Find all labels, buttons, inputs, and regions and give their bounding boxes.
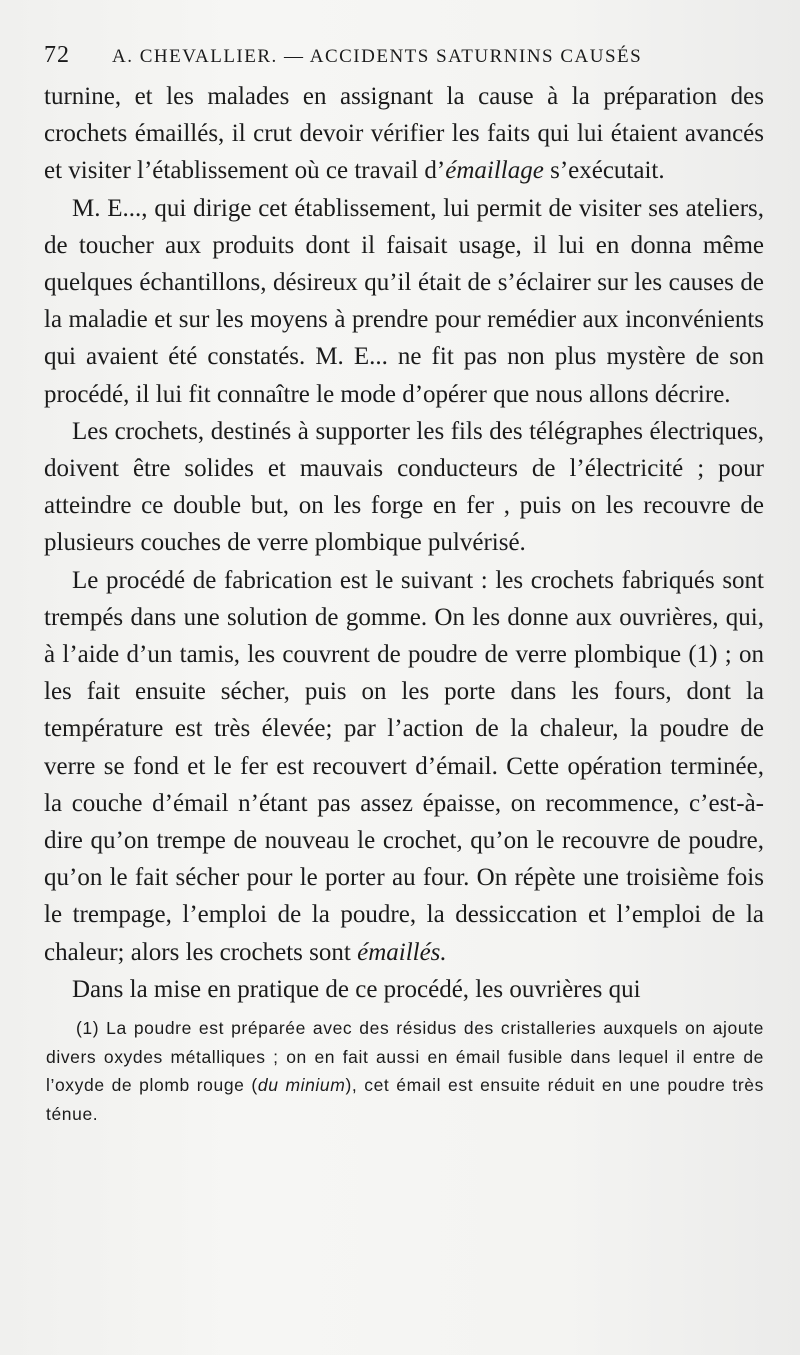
page-header [44, 42, 764, 72]
text-run: Les crochets, destinés à supporter les fils des télégraphes électriques, doivent être solides et mauvais conducteurs de l’électricité ; pour atteindre ce double but, on les forge en fer , puis on les recouvre de plusieurs couches de verre plombique pulvérisé. [44, 417, 764, 557]
text-run: ), cet émail est ensuite réduit en une poudre très ténue. [46, 1075, 764, 1124]
paragraph [44, 190, 764, 413]
paragraph [44, 78, 764, 190]
page-number: 72 [44, 42, 70, 68]
italic-text: émaillés. [357, 938, 447, 966]
text-run: Dans la mise en pratique de ce procédé, les ouvrières qui [72, 975, 641, 1003]
footnote [44, 1014, 764, 1128]
paragraph [44, 413, 764, 562]
running-head: A. CHEVALLIER. — ACCIDENTS SATURNINS CAUSÉS [112, 46, 643, 67]
italic-text: du minium [257, 1075, 346, 1096]
text-run: d’ [424, 157, 446, 185]
footnote-text [46, 1014, 764, 1128]
paragraph [44, 971, 764, 1008]
text-run: turnine, et les malades en assignant la cause à la préparation des crochets émaillés, il crut devoir vérifier les faits qui lui étaient avancés et visiter l’établissement où ce travail [44, 83, 764, 185]
text-run: (1) La poudre est préparée avec des résidus des cristalleries auxquels on ajoute divers oxydes métalliques ; on en fait aussi en émail fusible dans lequel il entre de l’oxyde de plomb rouge ( [46, 1018, 764, 1096]
body-text [44, 78, 764, 1008]
text-run: Le procédé de fabrication est le suivant : les crochets fabriqués sont trempés dans une solution de gomme. On les donne aux ouvrières, qui, à l’aide d’un tamis, les couvrent de poudre de verre plombique (1) ; on les fait ensuite sécher, puis on les porte dans les fours, dont la température est très élevée; par l’action de la chaleur, la poudre de verre se fond et le fer est recouvert d’émail. Cette opération terminée, la couche d’émail n’étant pas assez épaisse, on recommence, c’est-à-dire qu’on trempe de nouveau le crochet, qu’on le recouvre de poudre, qu’on le fait sécher pour le porter au four. On répète une troisième fois le trempage, l’emploi de la poudre, la dessiccation et l’emploi de la chaleur; alors les crochets sont [44, 566, 764, 966]
text-run: M. E..., qui dirige cet établissement, lui permit de visiter ses ateliers, de toucher aux produits dont il faisait usage, il lui en donna même quelques échantillons, désireux qu’il était de s’éclairer sur les causes de la maladie et sur les moyens à prendre pour remédier aux inconvénients qui avaient été constatés. M. E... ne fit pas non plus mystère de son procédé, il lui fit connaître le mode d’opérer que nous allons décrire. [44, 194, 764, 408]
text-run: s’exécutait. [543, 157, 665, 185]
paragraph [44, 562, 764, 971]
italic-text: émaillage [445, 157, 544, 185]
